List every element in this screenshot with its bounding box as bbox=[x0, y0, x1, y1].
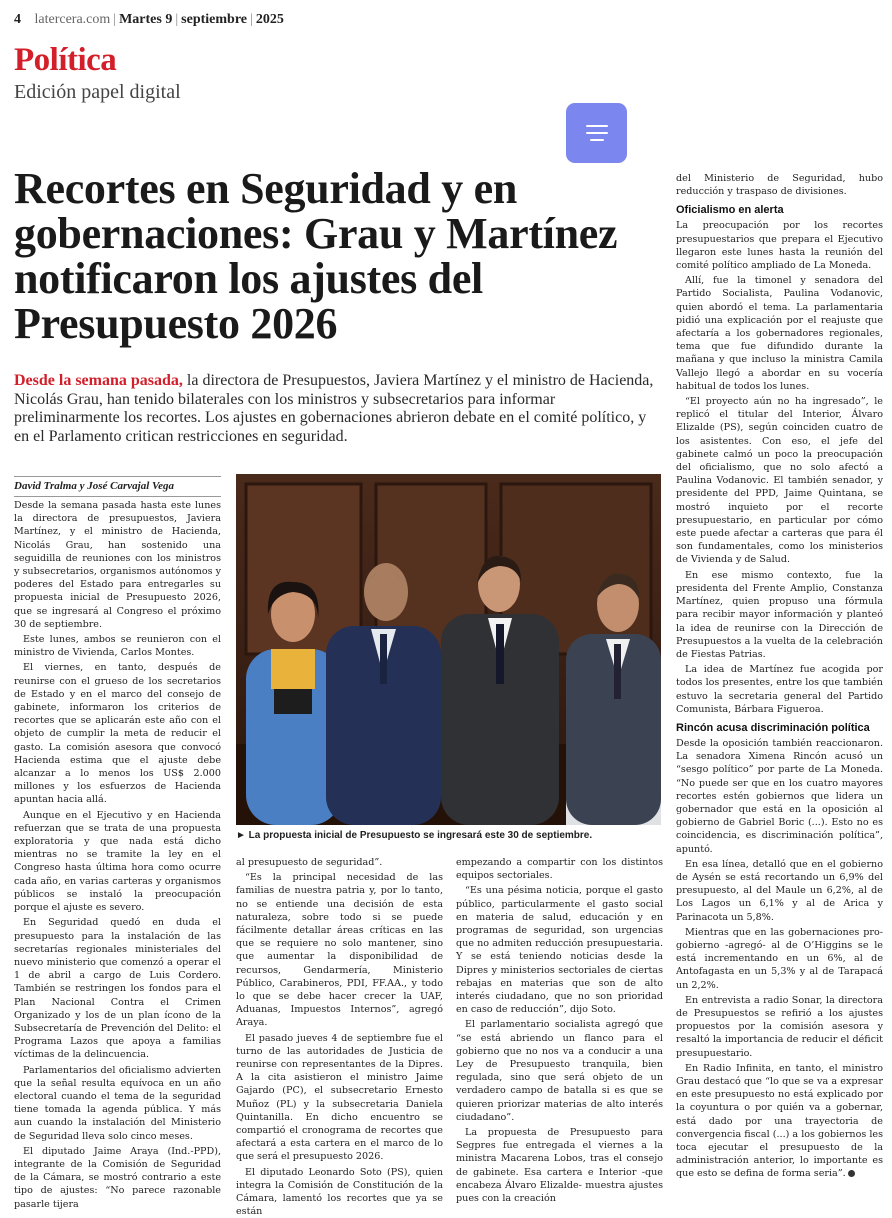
menu-button[interactable] bbox=[566, 103, 627, 163]
menu-lines-icon bbox=[586, 125, 608, 127]
date-day: Martes 9 bbox=[119, 12, 173, 27]
paragraph: La preocupación por los recortes presupuestarios que prepara el Ejecutivo llegaron este lunes hasta la reunión del comité político ampliado de La Moneda. bbox=[676, 220, 883, 272]
paragraph: En esa línea, detalló que en el gobierno de Aysén se está recortando un 6,9% del presupuesto, al del Maule un 6,2%, al de Los Lagos un 6,1% y al de Arica y Parinacota un 5,8%. bbox=[676, 858, 883, 923]
paragraph: al presupuesto de seguridad”. bbox=[236, 857, 383, 868]
section-title: Política bbox=[14, 42, 117, 78]
paragraph: del Ministerio de Seguridad, hubo reducción y traspaso de divisiones. bbox=[676, 173, 883, 198]
paragraph bbox=[676, 1062, 883, 1181]
article-column-2 bbox=[236, 856, 443, 1218]
end-mark-icon bbox=[848, 1170, 855, 1177]
paragraph: En entrevista a radio Sonar, la directora de Presupuestos se refirió a los ajustes propuestos por la comisión asesora y resaltó la importancia de reducir el déficit presupuestario. bbox=[676, 994, 883, 1059]
paragraph: “Es la principal necesidad de las familias de nuestra patria y, por lo tanto, no se entiende una decisión de esta naturaleza, sobre todo si se puede fácilmente detallar áreas críticas en las que se requiere no solo mantener, sino que aumentar la disponibilidad de recursos, Gendarmería, Ministerio Público, Carabineros, PDI, FF.AA., y todo lo que se debe hacer crecer la UAF, Aduanas, Impuestos Internos”, agregó Araya. bbox=[236, 872, 443, 1029]
article-column-4 bbox=[676, 172, 883, 1200]
paragraph: Desde la semana pasada hasta este lunes la directora de presupuestos, Javiera Martínez, y el ministro de Hacienda, Nicolás Grau, han sostenido una seguidilla de reuniones con los ministros y subsecretarios, organismos autónomos y poderes del Estado para entregarles su propuesta inicial de Presupuesto 2026, que se ingresará al Congreso el próximo 30 de septiembre. bbox=[14, 500, 221, 630]
paragraph: En Seguridad quedó en duda el presupuesto para la instalación de las secretarías regionales ministeriales del nuevo ministerio que comenzó a operar el 1 de abril a cargo de Luis Cordero. También se restringen los fondos para el Plan Nacional Contra el Crimen Organizado y los de un plan ícono de la Subsecretaría de Prevención del Delito: el Programa Lazos que apoya a familias víctimas de la delincuencia. bbox=[14, 917, 221, 1061]
lead-text: la directora de Presupuestos, Javiera Martínez y el ministro de Hacienda, Nicolás Grau, han tenido bilaterales con los ministros y subsecretarios para informar preliminarmente los recortes. Los ajustes en gobernaciones abrieron debate en el comité político, y en el Parlamento critican restricciones en seguridad. bbox=[14, 372, 654, 445]
menu-lines-icon bbox=[586, 132, 608, 134]
byline: David Tralma y José Carvajal Vega bbox=[14, 476, 221, 497]
site-name[interactable]: latercera.com bbox=[34, 12, 111, 27]
paragraph: Parlamentarios del oficialismo advierten que la señal resulta equívoca en un año electoral cuando el tema de la seguridad tiene tomada la agenda pública. Y más aun cuando la instalación del Ministerio de Seguridad lleva solo cinco meses. bbox=[14, 1064, 221, 1142]
paragraph: La propuesta de Presupuesto para Segpres fue entregada el viernes a la ministra Macarena Lobos, tras el consejo de gabinete. Esa cartera e Interior -que encabeza Álvaro Elizalde- muestra ajustes pues con la creación bbox=[456, 1127, 663, 1205]
final-paragraph-text: En Radio Infinita, en tanto, el ministro Grau destacó que “lo que se va a expresar en este presupuesto no está explicado por la coyuntura o por quién va a gobernar, está dado por una trayectoria de convergencia fiscal (...) a los gobiernos les toca ejecutar el presupuesto de la administración anterior, lo importante es que esto se defina de forma seria”. bbox=[676, 1062, 884, 1180]
photo-caption: ► La propuesta inicial de Presupuesto se ingresará este 30 de septiembre. bbox=[236, 830, 593, 841]
paragraph: Allí, fue la timonel y senadora del Partido Socialista, Paulina Vodanovic, quien abordó el tema. La parlamentaria pidió una explicación por el reajuste que afectaría a los gobernadores regionales, tema que fue difundido durante la mañana y que incluso la ministra Camila Vallejo llegó a abordar en su vocería habitual de todos los lunes. bbox=[676, 275, 883, 392]
paragraph: Mientras que en las gobernaciones pro-gobierno -agregó- al de O’Higgins se le está incrementando en un 6%, al de Antofagasta en un 5,3% y al de Tarapacá un 2,2%. bbox=[676, 926, 883, 991]
paragraph: En ese mismo contexto, fue la presidenta del Frente Amplio, Constanza Martínez, quien propuso una fórmula para recibir mayor información y planteó la idea de reunirse con la Dirección de Presupuestos a la vuelta de la celebración de Fiestas Patrias. bbox=[676, 569, 883, 660]
article-photo bbox=[236, 474, 661, 825]
paragraph: empezando a compartir con los distintos equipos sectoriales. bbox=[456, 857, 663, 882]
paragraph: El diputado Leonardo Soto (PS), quien integra la Comisión de Constitución de la Cámara, lamentó los recortes que ya se están bbox=[236, 1166, 443, 1218]
subheading: Oficialismo en alerta bbox=[676, 204, 784, 217]
article-column-3 bbox=[456, 856, 663, 1205]
paragraph: Aunque en el Ejecutivo y en Hacienda refuerzan que se trata de una propuesta exploratoria y que nada está dicho mientras no se tramite la ley en el Congreso hasta última hora como ocurre cada año, en varias carteras y organismos públicos se instaló la preocupación porque el ajuste es severo. bbox=[14, 809, 221, 914]
date-month: septiembre bbox=[181, 12, 248, 27]
paragraph: El viernes, en tanto, después de reunirse con el grueso de los secretarios de Estado y en el marco del consejo de gabinete, informaron los criterios de recortes que se aplicarán este año con el objeto de cumplir la meta de reducir el gasto. La comisión asesora que convocó Hacienda estima que el ajuste debe alcanzar a lo menos los US$ 2.000 millones y los esfuerzos de Hacienda apuntan hacia allá. bbox=[14, 662, 221, 806]
paragraph: “El proyecto aún no ha ingresado”, le replicó el titular del Interior, Álvaro Elizalde (PS), según coinciden cuatro de los asistentes. Con eso, el jefe del gabinete calmó un poco la preocupación del oficialismo, que no solo afectó a Paulina Vodanovic. El también senador, y presidente del PPD, Jaime Quintana, se mostró inquieto por el recorte presupuestario, en particular por cómo este puede afectar a carteras que para él son fundamentales, como los ministerios de Vivienda y de Salud. bbox=[676, 396, 883, 566]
lead-kicker: Desde la semana pasada, bbox=[14, 372, 183, 389]
paragraph: Desde la oposición también reaccionaron. La senadora Ximena Rincón acusó un “sesgo político” por parte de La Moneda. “No puede ser que en los cuatro mayores recortes estén gobiernos que lidera un gobernador que está en la oposición al gobierno de Gabriel Boric (...). Esto no es coincidencia, es discriminación política”, apuntó. bbox=[676, 737, 883, 855]
menu-lines-icon bbox=[590, 139, 604, 141]
paragraph: El parlamentario socialista agregó que “se está abriendo un flanco para el gobierno que no nos va a conducir a una Ley de Presupuesto tranquila, bien regulada, sino que será objeto de un verdadero campo de batalla si es que se quieren priorizar materias de alto interés ciudadano”. bbox=[456, 1019, 663, 1123]
article-headline: Recortes en Seguridad y en gobernaciones: Grau y Martínez notificaron los ajustes del Presupuesto 2026 bbox=[14, 164, 618, 348]
paragraph: “Es una pésima noticia, porque el gasto público, particularmente el gasto social en materia de salud, educación y en programas de seguridad, son urgencias que no admiten reducción presupuestaria. Y se está teniendo noticias desde la Dipres y ministerios sectoriales de ciertas rebajas en materias que son de alto interés ciudadano, que no son prioridad en caso de reducción”, dijo Soto. bbox=[456, 885, 663, 1016]
paragraph: El diputado Jaime Araya (Ind.-PPD), integrante de la Comisión de Seguridad de la Cámara, se mostró contrario a este tipo de ajustes: “No parece razonable pasarle tijera bbox=[14, 1145, 221, 1210]
separator: | bbox=[175, 12, 179, 27]
article-column-1 bbox=[14, 499, 221, 1210]
page-header-bar bbox=[14, 12, 284, 28]
separator: | bbox=[113, 12, 117, 27]
paragraph: El pasado jueves 4 de septiembre fue el turno de las autoridades de Justicia de reunirse con representantes de la Dipres. A la cita asistieron el ministro Jaime Gajardo (PC), el subsecretario Ernesto Muñoz (PL) y la subsecretaria Daniela Quintanilla. En dicho encuentro se compartió el cronograma de recortes que afectará a esta cartera en el marco de lo que será el presupuesto 2026. bbox=[236, 1032, 443, 1163]
article-lead bbox=[14, 372, 654, 446]
subheading: Rincón acusa discriminación política bbox=[676, 721, 870, 734]
edition-label: Edición papel digital bbox=[14, 81, 181, 103]
paragraph: La idea de Martínez fue acogida por todos los presentes, entre los que también estuvo la secretaria general del Partido Comunista, Bárbara Figueroa. bbox=[676, 664, 883, 715]
paragraph: Este lunes, ambos se reunieron con el ministro de Vivienda, Carlos Montes. bbox=[14, 634, 221, 659]
separator: | bbox=[250, 12, 253, 27]
date-year: 2025 bbox=[255, 12, 284, 27]
page-number: 4 bbox=[14, 12, 21, 27]
photo-illustration bbox=[236, 474, 661, 825]
